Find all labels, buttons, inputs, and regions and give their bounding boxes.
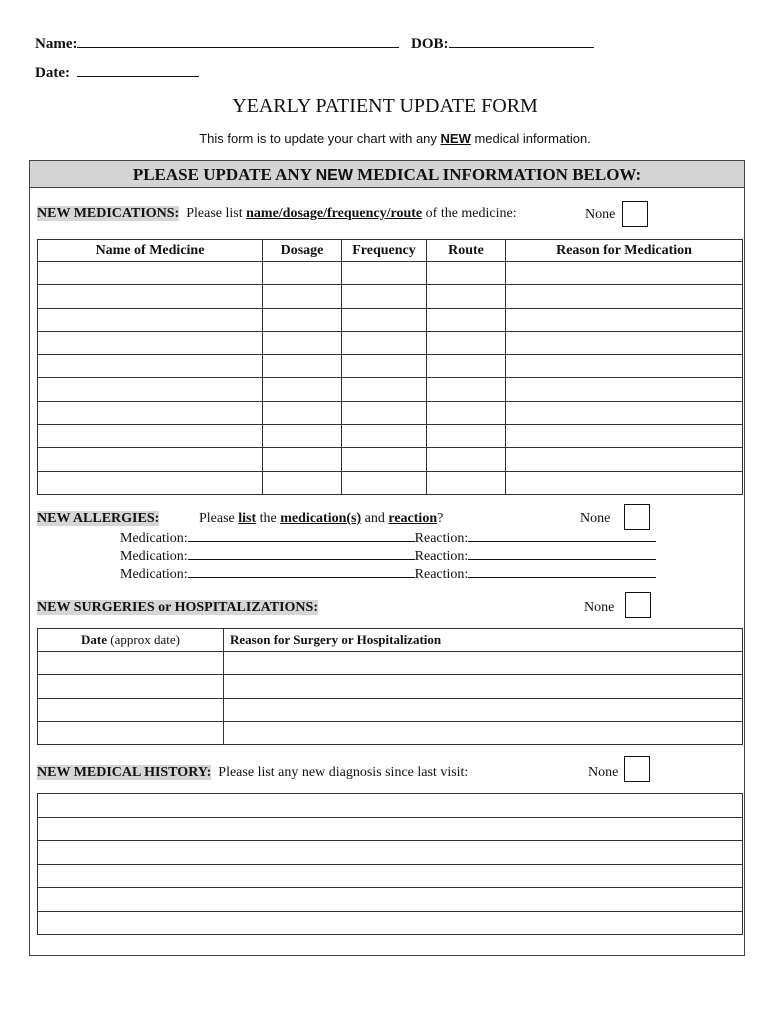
medication-row-cell[interactable] xyxy=(506,425,743,448)
allergy-line xyxy=(120,530,656,548)
history-row xyxy=(38,817,743,841)
medication-row-cell[interactable] xyxy=(506,471,743,494)
medication-row xyxy=(38,448,743,471)
history-heading xyxy=(37,765,468,781)
history-none-label: None xyxy=(588,765,619,780)
medication-row-cell[interactable] xyxy=(263,331,342,354)
medication-row xyxy=(38,401,743,424)
history-instr: Please list any new diagnosis since last visit: xyxy=(218,765,469,780)
col-date-label: Date xyxy=(81,632,108,647)
medication-row xyxy=(38,425,743,448)
history-row-cell[interactable] xyxy=(38,864,743,888)
medication-row-cell[interactable] xyxy=(263,262,342,285)
surgery-row xyxy=(38,721,743,744)
medications-label: NEW MEDICATIONS: xyxy=(37,206,180,221)
medication-row-cell[interactable] xyxy=(506,308,743,331)
medication-label: Medication: xyxy=(120,531,188,546)
reaction-input-line[interactable] xyxy=(468,541,656,542)
reaction-input-line[interactable] xyxy=(468,559,656,560)
allergies-instr-mid: the xyxy=(256,511,281,526)
medications-none-label: None xyxy=(585,207,616,222)
history-row-cell[interactable] xyxy=(38,794,743,818)
medication-row-cell[interactable] xyxy=(342,471,427,494)
medication-row-cell[interactable] xyxy=(506,448,743,471)
medications-heading xyxy=(37,206,517,222)
medication-row-cell[interactable] xyxy=(427,355,506,378)
surgery-row-cell[interactable] xyxy=(224,675,743,698)
medication-row-cell[interactable] xyxy=(342,308,427,331)
history-row xyxy=(38,864,743,888)
surgeries-none-label: None xyxy=(584,600,615,615)
medication-row-cell[interactable] xyxy=(427,448,506,471)
medication-row-cell[interactable] xyxy=(38,378,263,401)
history-row-cell[interactable] xyxy=(38,841,743,865)
banner-new: NEW xyxy=(315,167,353,184)
allergies-none-label: None xyxy=(580,511,611,526)
medication-row-cell[interactable] xyxy=(38,308,263,331)
surgery-row-cell[interactable] xyxy=(224,652,743,675)
reaction-label: Reaction: xyxy=(414,531,469,546)
dob-input-line[interactable] xyxy=(449,47,594,48)
medication-row xyxy=(38,471,743,494)
name-field xyxy=(35,36,399,53)
date-field xyxy=(35,65,199,82)
medications-header-row xyxy=(38,240,743,262)
col-reason-for-medication: Reason for Medication xyxy=(506,240,743,262)
subtitle-text-end: medical information. xyxy=(470,131,591,146)
medication-row xyxy=(38,355,743,378)
allergies-instr: Please xyxy=(199,511,239,526)
col-frequency: Frequency xyxy=(342,240,427,262)
surgery-row-cell[interactable] xyxy=(38,652,224,675)
medication-row-cell[interactable] xyxy=(38,471,263,494)
section-banner xyxy=(30,161,744,188)
allergies-none-checkbox[interactable] xyxy=(624,504,650,530)
history-row xyxy=(38,841,743,865)
medication-row-cell[interactable] xyxy=(427,425,506,448)
medication-row-cell[interactable] xyxy=(506,331,743,354)
medication-row-cell[interactable] xyxy=(263,378,342,401)
surgeries-header-row xyxy=(38,629,743,652)
medication-row-cell[interactable] xyxy=(263,448,342,471)
history-label: NEW MEDICAL HISTORY: xyxy=(37,765,212,780)
medication-row-cell[interactable] xyxy=(263,285,342,308)
medications-instr: Please list xyxy=(186,206,247,221)
medication-row xyxy=(38,262,743,285)
subtitle-text: This form is to update your chart with any xyxy=(199,131,441,146)
surgery-row-cell[interactable] xyxy=(224,698,743,721)
history-table xyxy=(37,793,743,935)
medication-row-cell[interactable] xyxy=(427,262,506,285)
medication-input-line[interactable] xyxy=(188,577,415,578)
surgery-row-cell[interactable] xyxy=(38,675,224,698)
medication-row-cell[interactable] xyxy=(427,401,506,424)
medication-row xyxy=(38,378,743,401)
col-dosage: Dosage xyxy=(263,240,342,262)
medication-row-cell[interactable] xyxy=(427,378,506,401)
surgery-row xyxy=(38,675,743,698)
banner-text: PLEASE UPDATE ANY xyxy=(132,165,316,184)
medication-row-cell[interactable] xyxy=(427,471,506,494)
medication-row-cell[interactable] xyxy=(342,401,427,424)
medication-row-cell[interactable] xyxy=(38,262,263,285)
surgeries-table xyxy=(37,628,743,745)
col-name-of-medicine: Name of Medicine xyxy=(38,240,263,262)
medication-row-cell[interactable] xyxy=(263,471,342,494)
medication-row xyxy=(38,331,743,354)
allergies-instructions xyxy=(199,511,443,527)
col-reason-surgery: Reason for Surgery or Hospitalization xyxy=(224,629,743,652)
history-row xyxy=(38,911,743,935)
medication-row-cell[interactable] xyxy=(427,308,506,331)
dob-label: DOB: xyxy=(411,36,449,52)
history-row-cell[interactable] xyxy=(38,817,743,841)
medication-row xyxy=(38,308,743,331)
date-input-line[interactable] xyxy=(77,76,199,77)
col-date xyxy=(38,629,224,652)
medication-row-cell[interactable] xyxy=(263,308,342,331)
surgery-row-cell[interactable] xyxy=(38,721,224,744)
name-label: Name: xyxy=(35,36,78,52)
name-input-line[interactable] xyxy=(77,47,399,48)
surgery-row xyxy=(38,698,743,721)
allergies-instr-end: ? xyxy=(437,511,444,526)
medication-row-cell[interactable] xyxy=(342,285,427,308)
history-row-cell[interactable] xyxy=(38,911,743,935)
medication-input-line[interactable] xyxy=(188,541,415,542)
reaction-label: Reaction: xyxy=(414,567,469,582)
medications-instr-end: of the medicine: xyxy=(422,206,517,221)
medication-row-cell[interactable] xyxy=(342,378,427,401)
reaction-input-line[interactable] xyxy=(468,577,656,578)
medication-row-cell[interactable] xyxy=(38,285,263,308)
allergy-line xyxy=(120,566,656,584)
allergies-heading xyxy=(37,511,159,527)
date-label: Date: xyxy=(35,65,70,81)
medication-row-cell[interactable] xyxy=(263,425,342,448)
medication-row-cell[interactable] xyxy=(506,355,743,378)
medication-row-cell[interactable] xyxy=(38,331,263,354)
allergies-instr-list: list xyxy=(238,511,257,526)
medication-row xyxy=(38,285,743,308)
form-title: YEARLY PATIENT UPDATE FORM xyxy=(232,95,538,117)
subtitle-new: NEW xyxy=(440,131,471,146)
col-route: Route xyxy=(427,240,506,262)
medication-row-cell[interactable] xyxy=(38,448,263,471)
medication-row-cell[interactable] xyxy=(263,401,342,424)
medication-row-cell[interactable] xyxy=(342,355,427,378)
medication-row-cell[interactable] xyxy=(38,355,263,378)
medication-input-line[interactable] xyxy=(188,559,415,560)
history-row xyxy=(38,888,743,912)
reaction-label: Reaction: xyxy=(414,549,469,564)
surgery-row-cell[interactable] xyxy=(38,698,224,721)
history-row xyxy=(38,794,743,818)
medication-row-cell[interactable] xyxy=(427,285,506,308)
surgery-row-cell[interactable] xyxy=(224,721,743,744)
allergy-lines xyxy=(120,530,656,584)
medication-row-cell[interactable] xyxy=(506,401,743,424)
banner-text-end: MEDICAL INFORMATION BELOW: xyxy=(352,165,642,184)
history-row-cell[interactable] xyxy=(38,888,743,912)
allergies-instr-reaction: reaction xyxy=(388,511,438,526)
medication-row-cell[interactable] xyxy=(342,425,427,448)
medication-row-cell[interactable] xyxy=(342,262,427,285)
allergies-label: NEW ALLERGIES: xyxy=(37,511,160,526)
medication-row-cell[interactable] xyxy=(506,285,743,308)
form-subtitle xyxy=(0,131,770,146)
medication-row-cell[interactable] xyxy=(427,331,506,354)
medication-label: Medication: xyxy=(120,549,188,564)
medication-row-cell[interactable] xyxy=(38,425,263,448)
medications-instr-bold: name/dosage/frequency/route xyxy=(246,206,423,221)
medication-row-cell[interactable] xyxy=(506,378,743,401)
allergies-instr-meds: medication(s) xyxy=(280,511,362,526)
allergies-instr-and: and xyxy=(361,511,389,526)
surgeries-none-checkbox[interactable] xyxy=(625,592,651,618)
history-none-checkbox[interactable] xyxy=(624,756,650,782)
allergy-line xyxy=(120,548,656,566)
medications-none-checkbox[interactable] xyxy=(622,201,648,227)
medication-row-cell[interactable] xyxy=(342,331,427,354)
surgeries-heading xyxy=(37,600,318,616)
medication-row-cell[interactable] xyxy=(506,262,743,285)
surgeries-label: NEW SURGERIES or HOSPITALIZATIONS: xyxy=(37,600,318,615)
medication-row-cell[interactable] xyxy=(38,401,263,424)
medication-row-cell[interactable] xyxy=(263,355,342,378)
dob-field xyxy=(411,36,594,53)
medication-row-cell[interactable] xyxy=(342,448,427,471)
col-date-note: (approx date) xyxy=(107,632,180,647)
surgery-row xyxy=(38,652,743,675)
medication-label: Medication: xyxy=(120,567,188,582)
medications-table xyxy=(37,239,743,495)
